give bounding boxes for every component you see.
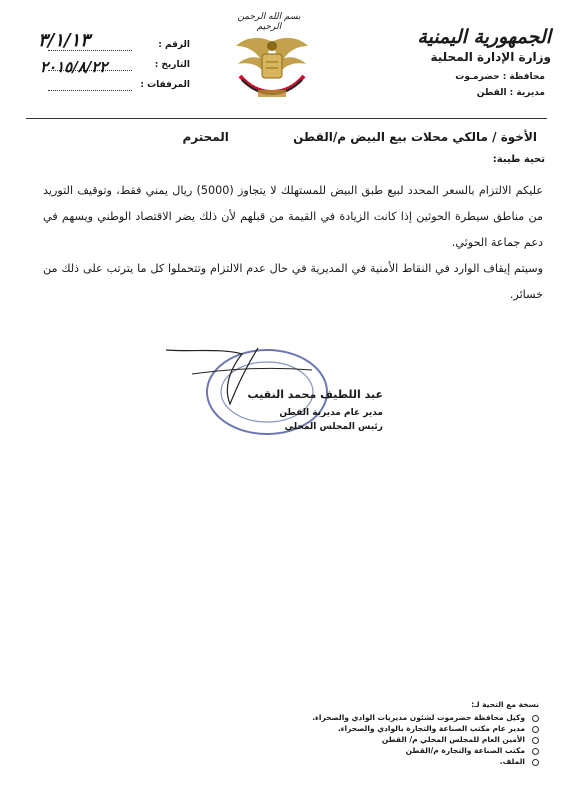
ref-number-label: الرقم : bbox=[158, 40, 190, 50]
bullet-icon bbox=[532, 715, 539, 722]
body-paragraph-1: عليكم الالتزام بالسعر المحدد لبيع طبق البيض للمستهلك لا يتجاوز (5000) ريال يمني فقط، وتوقيف التوريد من مناطق سيطرة الحوثين إذا كانت الزيادة في القيمة من قبلهم لأن ذلك يضر الاقتصاد الوطني ويسهم في دعم جماعة الحوثي. bbox=[43, 184, 543, 249]
body-paragraph-2: وسيتم إيقاف الوارد في النقاط الأمنية في المديرية في حال عدم الالتزام وتتحملوا كل ما يترتب على ذلك من خسائر. bbox=[43, 262, 543, 301]
eagle-emblem-icon bbox=[232, 32, 312, 100]
bullet-icon bbox=[532, 759, 539, 766]
governorate-line: محافظة : حضرمـوت bbox=[455, 72, 545, 82]
directorate-line: مديرية : القطن bbox=[476, 88, 545, 98]
respect-word: المحترم bbox=[182, 130, 229, 144]
copy-recipient: الملف. bbox=[209, 757, 539, 767]
copies-title: نسخة مع التحية لـ: bbox=[471, 700, 539, 709]
signatory-title-2: رئيس المجلس المحلي bbox=[284, 422, 383, 432]
issuer-header bbox=[361, 26, 551, 98]
bullet-icon bbox=[532, 726, 539, 733]
attachments-label: المرفقات : bbox=[140, 80, 190, 90]
signatory-name: عبد اللطيف محمد النقيب bbox=[247, 388, 383, 401]
copies-list bbox=[209, 713, 539, 767]
handwritten-ref-number: ٣/١/١٣ bbox=[38, 30, 90, 51]
greeting: تحية طيبة: bbox=[492, 154, 545, 165]
ministry-title: وزارة الإدارة المحلية bbox=[430, 50, 551, 64]
header-divider bbox=[26, 118, 547, 119]
copy-recipient: الأمين العام للمجلس المحلي م/ القطن bbox=[209, 735, 539, 745]
copies-block bbox=[209, 700, 539, 768]
attachments-row bbox=[30, 76, 190, 96]
signatory-title-1: مدير عام مديرية القطن bbox=[279, 408, 383, 418]
date-label: التاريخ : bbox=[154, 60, 190, 70]
copy-recipient: مكتب الصناعة والتجارة م/القطن bbox=[209, 746, 539, 756]
bullet-icon bbox=[532, 748, 539, 755]
copy-recipient: وكيل محافظة حضرموت لشئون مديريات الوادي والصحراء. bbox=[209, 713, 539, 723]
copy-recipient: مدير عام مكتب الصناعة والتجارة بالوادي والصحراء. bbox=[209, 724, 539, 734]
republic-title: الجمهورية اليمنية bbox=[417, 26, 551, 48]
basmala-text: بسم الله الرحمن الرحيم bbox=[237, 12, 301, 32]
attachments-line bbox=[48, 90, 132, 91]
addressee: الأخوة / مالكي محلات بيع البيض م/القطن bbox=[293, 130, 537, 144]
handwritten-date: ٢٠١٥/٨/٢٢ bbox=[40, 58, 108, 76]
addressee-line bbox=[182, 130, 537, 144]
bullet-icon bbox=[532, 737, 539, 744]
scanner-margin-mark bbox=[557, 690, 567, 780]
letter-body bbox=[43, 178, 543, 308]
